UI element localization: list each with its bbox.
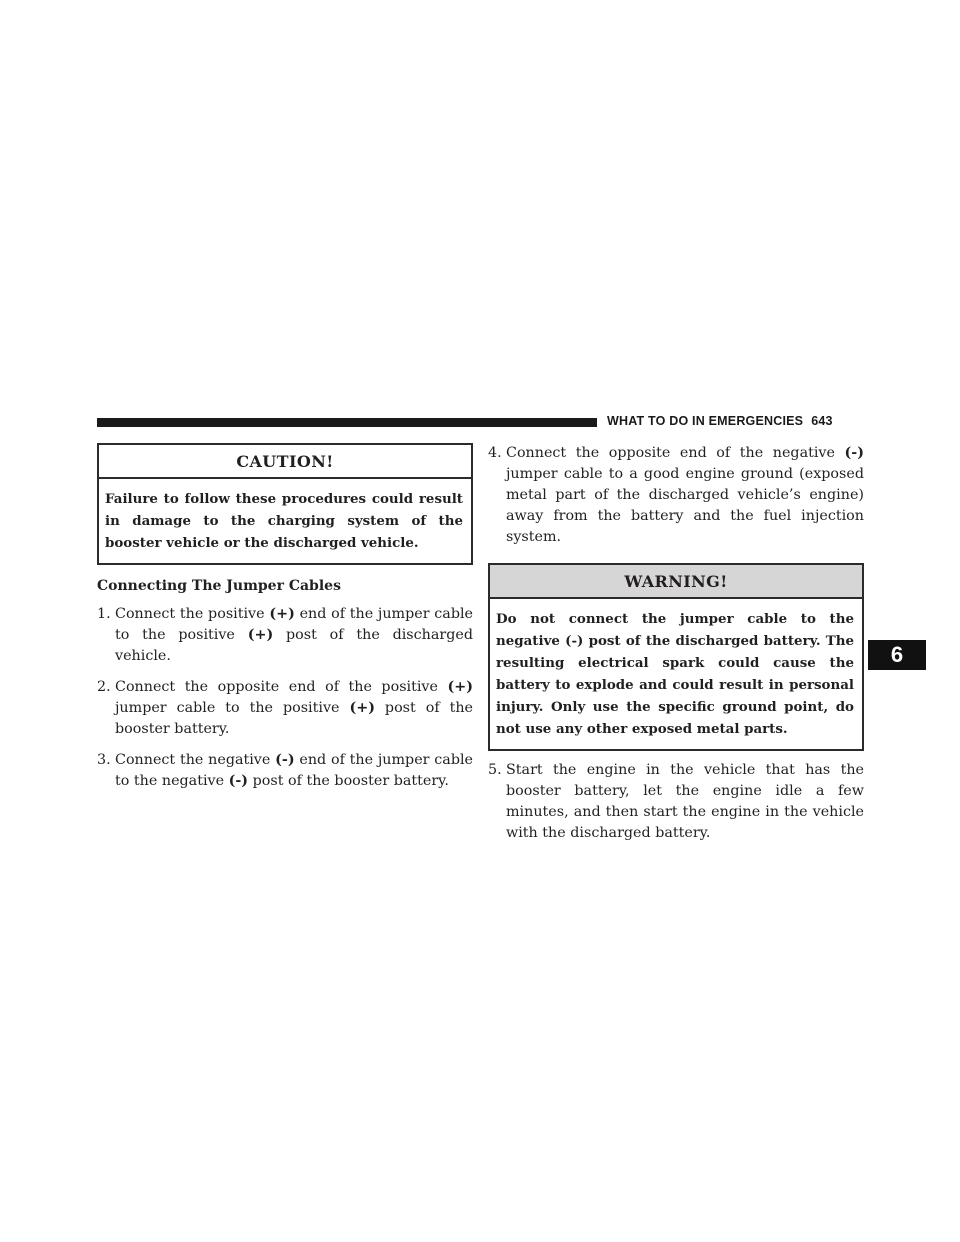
step-number: 4.: [488, 445, 502, 461]
polarity-symbol: (+): [349, 700, 375, 716]
warning-title: WARNING!: [490, 565, 862, 599]
section-title: WHAT TO DO IN EMERGENCIES: [607, 414, 804, 428]
step-list: [97, 604, 473, 792]
left-column: [97, 443, 473, 792]
step-text: jumper cable to the positive: [115, 700, 350, 716]
step-item: [488, 760, 864, 844]
step-item: [97, 750, 473, 792]
section-subheading: Connecting The Jumper Cables: [97, 578, 341, 594]
chapter-tab: 6: [868, 640, 926, 670]
warning-text: Do not connect the jumper cable to the negative (-) post of the discharged battery. The resulting electrical spark could cause the battery to explode and could result in personal injury. Only use the specific ground point, do not use any other exposed metal parts.: [496, 611, 854, 737]
polarity-symbol: (-): [275, 752, 295, 768]
step-item: [97, 677, 473, 740]
page-number: 643: [811, 414, 833, 428]
polarity-symbol: (+): [269, 606, 295, 622]
running-header: [607, 414, 833, 428]
step-list: [488, 443, 864, 548]
step-item: [488, 443, 864, 548]
step-text: Connect the negative: [115, 752, 276, 768]
step-text: post of the booster battery.: [248, 773, 449, 789]
caution-box: [97, 443, 473, 565]
step-text: end of the jumper cable to the positive: [115, 606, 474, 643]
step-text: end of the jumper cable to the negative: [115, 752, 473, 789]
step-text: post of the discharged vehicle.: [115, 627, 473, 664]
step-number: 5.: [488, 762, 502, 778]
polarity-symbol: (+): [247, 627, 274, 643]
step-text: Connect the opposite end of the positive: [115, 679, 448, 695]
polarity-symbol: (-): [844, 445, 864, 461]
step-text: post of the booster battery.: [115, 700, 473, 737]
step-text: Connect the positive: [115, 606, 270, 622]
caution-text: Failure to follow these procedures could result in damage to the charging system of the booster vehicle or the discharged vehicle.: [105, 491, 463, 551]
step-text: jumper cable to a good engine ground (exposed metal part of the discharged vehicle’s engine) away from the battery and the fuel injection system.: [506, 466, 864, 545]
warning-box: [488, 563, 864, 751]
step-text: Connect the opposite end of the negative: [506, 445, 845, 461]
caution-title: CAUTION!: [99, 445, 471, 479]
right-column: [488, 443, 864, 844]
header-rule: [97, 418, 597, 427]
polarity-symbol: (+): [447, 679, 473, 695]
step-item: [97, 604, 473, 667]
step-list: [488, 760, 864, 844]
polarity-symbol: (-): [228, 773, 249, 789]
step-number: 1.: [97, 606, 111, 622]
step-number: 2.: [97, 679, 111, 695]
step-number: 3.: [97, 752, 111, 768]
step-text: Start the engine in the vehicle that has the booster battery, let the engine idle a few minutes, and then start the engine in the vehicle with the discharged battery.: [506, 762, 864, 841]
